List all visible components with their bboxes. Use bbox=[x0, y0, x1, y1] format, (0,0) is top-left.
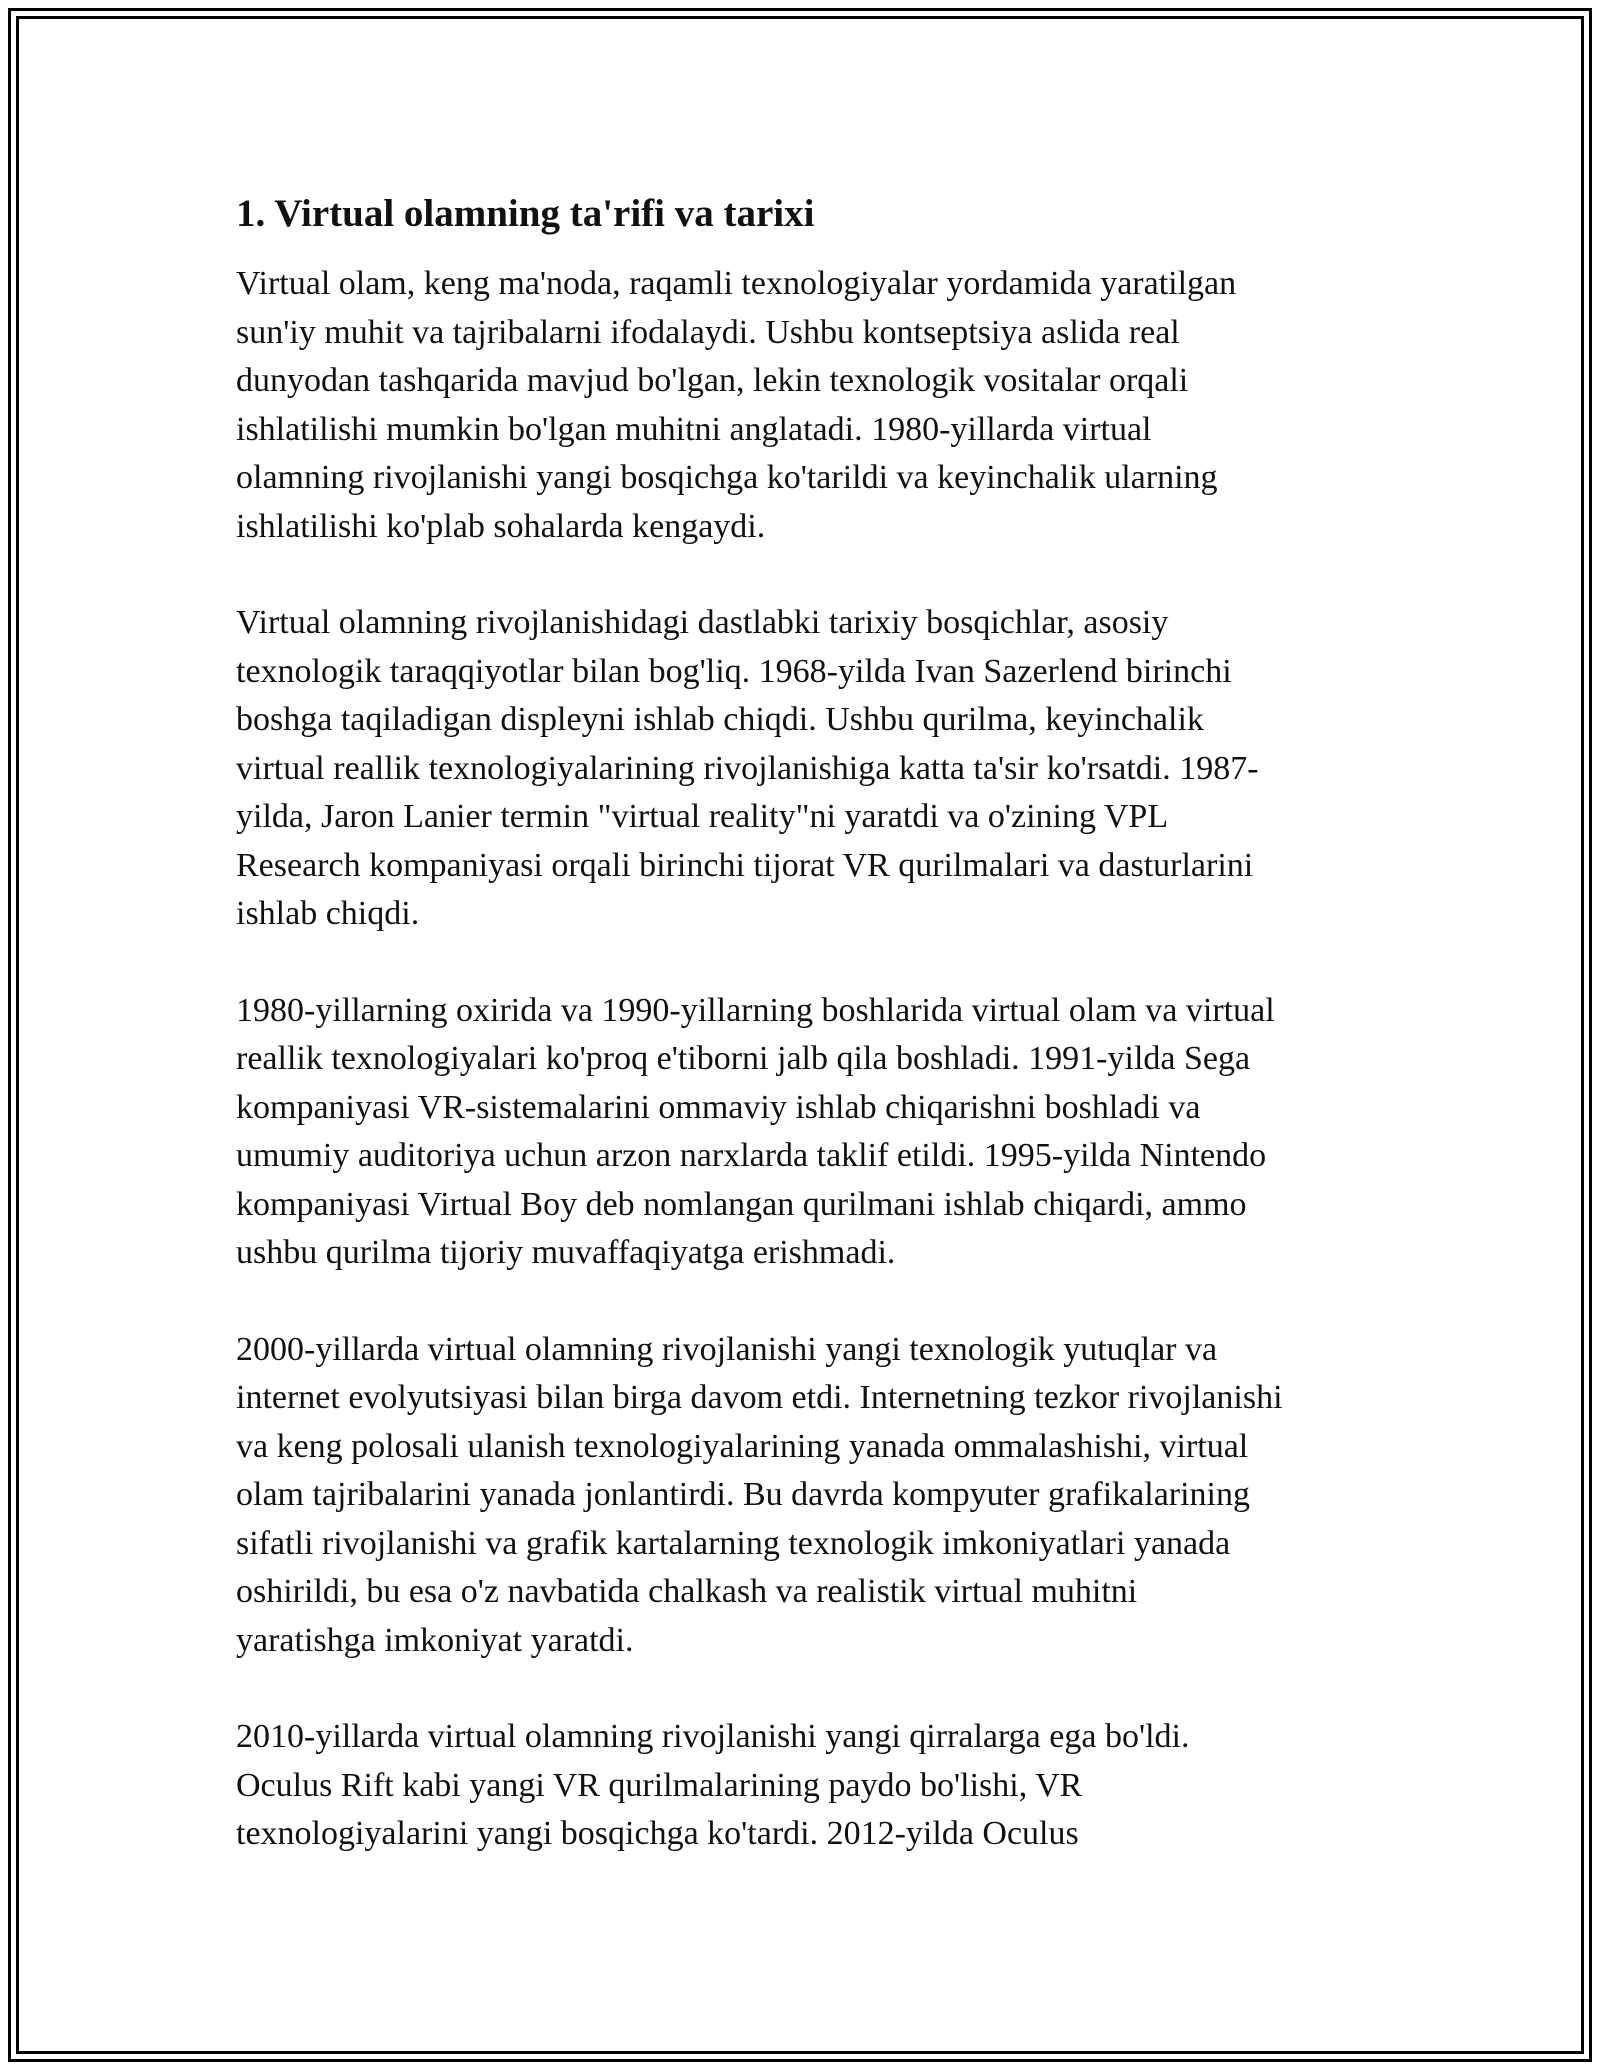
paragraph-1980s-1990s: 1980-yillarning oxirida va 1990-yillarning boshlarida virtual olam va virtual reallik texnologiyalari ko'proq e'tiborni jalb qila boshladi. 1991-yilda Sega kompaniyasi VR-sistemalarini ommaviy ishlab chiqarishni boshladi va umumiy auditoriya uchun arzon narxlarda taklif etildi. 1995-yilda Nintendo kompaniyasi Virtual Boy deb nomlangan qurilmani ishlab chiqardi, ammo ushbu qurilma tijoriy muvaffaqiyatga erishmadi. bbox=[236, 991, 1275, 1271]
paragraph-2010s: 2010-yillarda virtual olamning rivojlanishi yangi qirralarga ega bo'ldi. Oculus Rift kabi yangi VR qurilmalarining paydo bo'lishi, VR texnologiyalarini yangi bosqichga ko'tardi. 2012-yilda Oculus bbox=[236, 1718, 1190, 1852]
paragraph-early-history: Virtual olamning rivojlanishidagi dastlabki tarixiy bosqichlar, asosiy texnologik taraqqiyotlar bilan bog'liq. 1968-yilda Ivan Sazerlend birinchi boshga taqiladigan displeyni ishlab chiqdi. Ushbu qurilma, keyinchalik virtual reallik texnologiyalarining rivojlanishiga katta ta'sir ko'rsatdi. 1987- yilda, Jaron Lanier termin "virtual reality"ni yaratdi va o'zining VPL Research kompaniyasi orqali birinchi tijorat VR qurilmalari va dasturlarini ishlab chiqdi. bbox=[236, 604, 1259, 932]
section-heading: 1. Virtual olamning ta'rifi va tarixi bbox=[236, 192, 815, 235]
paragraph-2000s: 2000-yillarda virtual olamning rivojlanishi yangi texnologik yutuqlar va internet evolyutsiyasi bilan birga davom etdi. Internetning tezkor rivojlanishi va keng polosali ulanish texnologiyalarining yanada ommalashishi, virtual olam tajribalarini yanada jonlantirdi. Bu davrda kompyuter grafikalarining sifatli rivojlanishi va grafik kartalarning texnologik imkoniyatlari yanada oshirildi, bu esa o'z navbatida chalkash va realistik virtual muhitni yaratishga imkoniyat yaratdi. bbox=[236, 1330, 1283, 1659]
document-page bbox=[236, 186, 1376, 1907]
paragraph-definition: Virtual olam, keng ma'noda, raqamli texnologiyalar yordamida yaratilgan sun'iy muhit va tajribalarni ifodalaydi. Ushbu kontseptsiya aslida real dunyodan tashqarida mavjud bo'lgan, lekin texnologik vositalar orqali ishlatilishi mumkin bo'lgan muhitni anglatadi. 1980-yillarda virtual olamning rivojlanishi yangi bosqichga ko'tarildi va keyinchalik ularning ishlatilishi ko'plab sohalarda kengaydi. bbox=[236, 265, 1237, 545]
